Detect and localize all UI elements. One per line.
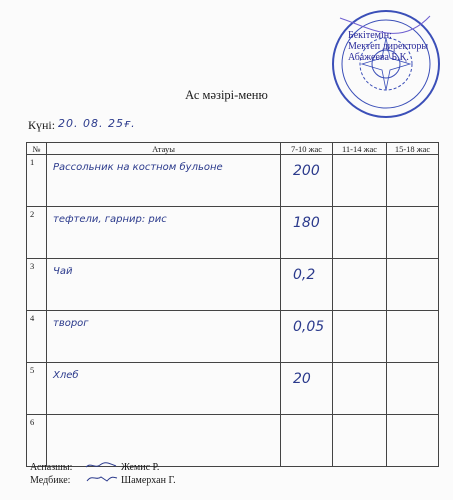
qty-7-10: 20 (293, 371, 311, 387)
cook-name: Жемис Р. (121, 462, 160, 473)
school-stamp (330, 8, 442, 120)
nurse-signature-line (30, 473, 176, 486)
approval-position: Мектеп директоры (348, 41, 429, 52)
dish-name: Чай (53, 266, 73, 277)
cook-signature (83, 460, 119, 470)
qty-7-10-cell (281, 363, 333, 415)
dish-cell (47, 259, 281, 311)
date-label: Күні: (28, 118, 56, 132)
table-row (27, 363, 439, 415)
approval-block (348, 30, 428, 63)
dish-name (47, 415, 280, 421)
qty-7-10-cell (281, 259, 333, 311)
nurse-signature (83, 473, 119, 483)
qty-11-14-cell (333, 363, 387, 415)
dish-cell (47, 363, 281, 415)
nurse-name: Шамерхан Г. (121, 475, 176, 486)
table-row (27, 207, 439, 259)
table-row (27, 155, 439, 207)
qty-7-10: 0,05 (293, 319, 325, 335)
qty-7-10-cell (281, 155, 333, 207)
qty-7-10 (281, 415, 332, 423)
qty-15-18-cell (387, 363, 439, 415)
row-number: 5 (27, 363, 47, 415)
dish-name: творог (53, 318, 89, 329)
page-title: Ас мәзірі-меню (185, 88, 268, 102)
header-number: № (27, 143, 47, 155)
row-number: 2 (27, 207, 47, 259)
header-age-7-10: 7-10 жас (281, 143, 333, 155)
qty-11-14-cell (333, 259, 387, 311)
qty-15-18-cell (387, 155, 439, 207)
dish-cell (47, 207, 281, 259)
date-value: 20. 08. 25ғ. (58, 117, 136, 130)
qty-11-14-cell (333, 311, 387, 363)
qty-7-10-cell (281, 311, 333, 363)
qty-11-14-cell (333, 207, 387, 259)
approval-heading: Бекітемін: (348, 30, 392, 41)
dish-name: Хлеб (53, 370, 79, 381)
row-number: 1 (27, 155, 47, 207)
nurse-role: Медбике: (30, 475, 71, 486)
header-name: Атауы (47, 143, 281, 155)
table-row (27, 259, 439, 311)
qty-15-18-cell (387, 207, 439, 259)
table-header-row (27, 143, 439, 155)
approval-director: Абажеева Б.Қ. (348, 52, 409, 63)
dish-cell (47, 415, 281, 467)
qty-11-14-cell (333, 415, 387, 467)
dish-cell (47, 155, 281, 207)
qty-7-10-cell (281, 415, 333, 467)
header-age-15-18: 15-18 жас (387, 143, 439, 155)
dish-name: тефтели, гарнир: рис (53, 214, 167, 225)
table-row (27, 415, 439, 467)
qty-15-18-cell (387, 415, 439, 467)
qty-15-18-cell (387, 259, 439, 311)
qty-11-14-cell (333, 155, 387, 207)
cook-signature-line (30, 460, 159, 473)
qty-15-18-cell (387, 311, 439, 363)
header-age-11-14: 11-14 жас (333, 143, 387, 155)
dish-cell (47, 311, 281, 363)
dish-name: Рассольник на костном бульоне (53, 162, 223, 173)
table-row (27, 311, 439, 363)
cook-role: Аспазшы: (30, 462, 73, 473)
qty-7-10: 200 (293, 163, 320, 179)
qty-7-10: 0,2 (293, 267, 316, 283)
menu-table (26, 142, 439, 467)
row-number: 3 (27, 259, 47, 311)
row-number: 4 (27, 311, 47, 363)
qty-7-10: 180 (293, 215, 320, 231)
qty-7-10-cell (281, 207, 333, 259)
row-number: 6 (27, 415, 47, 467)
